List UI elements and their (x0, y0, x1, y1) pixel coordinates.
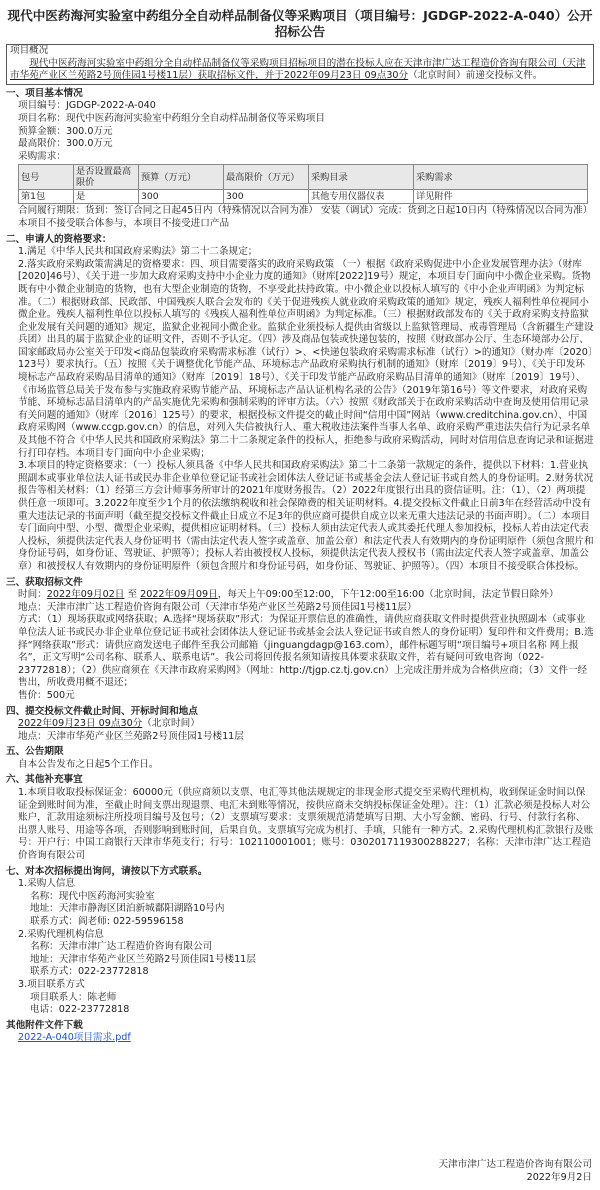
overview-text-b: （北京时间）前递交投标文件。 (408, 70, 543, 82)
document-time-start: 2022年09月02日 (46, 589, 125, 601)
procurement-table (18, 164, 588, 204)
col-header: 采购需求 (414, 165, 588, 190)
attachment-link[interactable]: 2022-A-040项目需求.pdf (18, 1032, 131, 1044)
table-cell: 详见附件 (414, 190, 588, 204)
deadline-time-value: 2022年09月23日 09点30分 (18, 718, 143, 730)
document-time-to: 至 (124, 589, 141, 601)
table-cell: 300 (139, 190, 224, 204)
page-title: 现代中医药海河实验室中药组分全自动样品制备仪等采购项目（项目编号：JGDGP-2022-A-040）公开招标公告 (7, 8, 593, 39)
document-price: 售价：500元 (18, 689, 75, 701)
section-6-heading: 六、其他补充事宜 (6, 774, 83, 786)
qualification-1: 1.满足《中华人民共和国政府采购法》第二十二条规定； (18, 246, 258, 258)
agent-phone: 联系方式：022-23772818 (30, 966, 149, 978)
signature-date: 2022年9月2日 (526, 1171, 592, 1183)
attachments-heading: 其他附件文件下载 (6, 1019, 83, 1031)
deadline-time (6, 718, 594, 731)
qualification-3: 3.本项目的特定资格要求：（一）投标人须具备《中华人民共和国政府采购法》第二十二条第一款规定的条件，提供以下材料：1.营业执照副本或事业单位法人证书或民办非企业单位登记证书或社会团体法人登记证书或基金会法人登记证书或自然人的身份证明。2.财务状况报告等相关材料：（1）经第三方会计师事务所审计的2021年度财务报告。（2）2022年度银行出具的资信证明。注：（1）、（2）两项提供任意一项即可。3.2022年度至少1个月的依法缴纳税收和社会保障费的相关证明材料。4.提交投标文件截止日前3年在经营活动中没有重大违法记录的书面声明（截至提交投标文件截止日成立不足3年的供应商可提供自成立以来无重大违法记录的书面声明）。（二）本项目专门面向中型、小型、微型企业采购，提供相应证明材料。（三）投标人须由法定代表人或其委托代理人参加投标，投标人若由法定代表人投标，须提供法定代表人身份证明书（需由法定代表人签字或盖章、加盖公章）和法定代表人有效期内的身份证明原件（须包含照片和身份证号码，如身份证、驾驶证、护照等）；投标人若由被授权人投标，须提供法定代表人授权书（需由法定代表人签字或盖章、加盖公章）和被授权人有效期内的身份证明原件（须包含照片和身份证号码，如身份证、驾驶证、护照等）。（四）本项目不接受联合体投标。 (18, 460, 594, 572)
demand-label: 采购需求： (18, 150, 66, 162)
overview-label: 项目概况 (10, 45, 49, 56)
table-cell: 其他专用仪器仪表 (309, 190, 414, 204)
section-7-heading: 七、对本次招标提出询问，请按以下方式联系。 (6, 865, 208, 877)
buyer-heading: 1.采购人信息 (18, 878, 76, 890)
agent-address: 地址：天津市华苑产业区兰苑路2号顶佳园1号楼11层 (30, 953, 256, 965)
overview-text (10, 58, 590, 83)
document-time-end: 2022年09月09日 (140, 589, 218, 601)
deadline-place: 地点：天津市华苑产业区兰苑路2号顶佳园1号楼11层 (18, 730, 244, 742)
signature-block (439, 1159, 593, 1184)
contact-heading: 3.项目联系方式 (18, 978, 85, 990)
section-2-heading: 二、申请人的资格要求： (6, 233, 112, 245)
notice-period: 自本公告发布之日起5个工作日。 (18, 758, 159, 770)
agent-name: 名称：天津市津广达工程造价咨询有限公司 (30, 941, 213, 953)
section-5-heading: 五、公告期限 (6, 746, 64, 758)
overview-text-a: 现代中医药海河实验室中药组分全自动样品制备仪等采购项目招标项目的潜在投标人应在天津市津广达工程造价咨询有限公司（天津市华苑产业区兰苑路2号顶佳园1号楼11层）获取招标文件，并于 (10, 57, 586, 82)
table-row (19, 190, 588, 204)
document-time-hours: ，每天上午09:00至12:00，下午12:00至16:00（北京时间，法定节假日除外） (217, 589, 559, 601)
section-3-heading: 三、获取招标文件 (6, 576, 83, 588)
supplementary-text: 1.本项目收取投标保证金：60000元（供应商须以支票、电汇等其他法规规定的非现金形式提交至采购代理机构，收到保证金时间以保证金到账时间为准，至截止时间支票出现退票、电汇未到账等情况，按供应商未交纳投标保证金处理）。注：（1）汇款必须是投标人对公账户，汇款用途须标注所投项目编号及包号；（2）支票填写要求：支票须规范清楚填写日期、大小写金额、密码、行号、付款行名称、出票人账号、用途等各项，否则影响到账时间，后果自负。支票填写完成为机打、手填，只能有一种方式。2.采购代理机构汇款银行及账号：开户行：中国工商银行天津市华苑支行；行号：102110001001；账号：0302017119300288227；名称：天津市津广达工程造价咨询有限公司 (18, 787, 594, 862)
document-time (6, 589, 594, 602)
project-name: 项目名称：现代中医药海河实验室中药组分全自动样品制备仪等采购项目 (18, 112, 325, 124)
budget: 预算金额：300.0万元 (18, 125, 113, 137)
table-cell: 第1包 (19, 190, 74, 204)
table-cell: 是 (74, 190, 139, 204)
section-1-heading: 一、项目基本情况 (6, 87, 83, 99)
qualification-2: 2.落实政府采购政策需满足的资格要求：四、项目需要落实的政府采购政策 （一）根据《政府采购促进中小企业发展管理办法》（财库[2020]46号）、《关于进一步加大政府采购支持中小企业力度的通知》（财库[2022]19号）规定，本项目专门面向中小微企业采购。货物既有中小微企业制造的货物，也有大型企业制造的货物，不享受此扶持政策。中小微企业以投标人填写的《中小企业声明函》为判定标准。（二）根据财政部、民政部、中国残疾人联合会发布的《关于促进残疾人就业政府采购政策的通知》规定，残疾人福利性单位视同小微企业。残疾人福利性单位以投标人填写的《残疾人福利性单位声明函》为判定标准。（三）根据财政部发布的《关于政府采购支持监狱企业发展有关问题的通知》规定，监狱企业视同小微企业。监狱企业须投标人提供由省级以上监狱管理局、戒毒管理局（含新疆生产建设兵团）出具的属于监狱企业的证明文件，否则不予认定。（四）涉及商品包装或快递包装的，按照《财政部办公厅、生态环境部办公厅、国家邮政局办公室关于印发<商品包装政府采购需求标准（试行）>、<快递包装政府采购需求标准（试行）>的通知》（财办库〔2020〕123号）要求执行。（五）按照《关于调整优化节能产品、环境标志产品政府采购执行机制的通知》（财库〔2019〕9号）、《关于印发环境标志产品政府采购品目清单的通知》（财库〔2019〕18号）、《关于印发节能产品政府采购品目清单的通知》（财库〔2019〕19号）、《市场监管总局关于发布参与实施政府采购节能产品、环境标志产品认证机构名录的公告》（2019年第16号）等文件要求，对政府采购节能、环境标志品目清单内的产品实施优先采购和强制采购的评审方法。（六）按照《财政部关于在政府采购活动中查询及使用信用记录有关问题的通知》（财库〔2016〕125号）的要求，根据投标文件提交的截止时间“信用中国”网站（www.creditchina.gov.cn）、中国政府采购网（www.ccgp.gov.cn）的信息，对列入失信被执行人、重大税收违法案件当事人名单、政府采购严重违法失信行为记录名单及其他不符合《中华人民共和国政府采购法》第二十二条规定条件的投标人，拒绝参与政府采购活动，同时对信用信息查询记录和证据进行打印存档。本项目专门面向中小企业采购； (18, 258, 594, 459)
consortium-note: 本项目不接受联合体参与，本项目不接受进口产品 (18, 217, 230, 229)
col-header: 预算（万元） (139, 165, 224, 190)
contact-phone: 电话：022-23772818 (30, 1004, 130, 1016)
table-header-row (19, 165, 588, 190)
col-header: 包号 (19, 165, 74, 190)
document-place: 地点：天津市津广达工程造价咨询有限公司（天津市华苑产业区兰苑路2号顶佳园1号楼11层） (18, 601, 417, 613)
project-overview-box (6, 44, 594, 85)
document-method: 方式：（1）现场获取或网络获取；A.选择“现场获取”形式：为保证开票信息的准确性，请供应商获取文件时提供营业执照副本（或事业单位法人证书或民办非企业单位登记证书或社会团体法人登记证书或基金会法人登记证书或自然人的身份证明）复印件和文件费用；B.选择“网络获取”形式：请供应商发送电子邮件至我公司邮箱（jinguangdagp@163.com），邮件标题写明“项目编号+项目名称 网上报名”，正文写明“公司名称、联系人、联系电话”。我公司将回传报名须知请按具体要求获取文件，若有疑问可致电咨询（022-23772818）；（2）供应商须在《天津市政府采购网》（网址：http://tjgp.cz.tj.gov.cn）上完成注册并成为合格供应商；（3）文件一经售出，所收费用概不退还； (18, 614, 594, 689)
agent-heading: 2.采购代理机构信息 (18, 928, 104, 940)
document-time-label: 时间： (18, 589, 47, 601)
contact-name: 项目联系人：陈老师 (30, 991, 117, 1003)
project-code: 项目编号：JGDGP-2022-A-040 (18, 100, 156, 112)
section-4-heading: 四、提交投标文件截止时间、开标时间和地点 (6, 705, 198, 717)
col-header: 是否设置最高限价 (74, 165, 139, 190)
contract-period: 合同履行期限：货到：签订合同之日起45日内（特殊情况以合同为准） 安装（调试）完成：货到之日起10日内（特殊情况以合同为准） (18, 205, 593, 217)
buyer-name: 名称：现代中医药海河实验室 (30, 890, 155, 902)
deadline-time-zone: （北京时间） (142, 718, 200, 730)
max-price: 最高限价：300.0万元 (18, 138, 113, 150)
col-header: 最高限价（万元） (224, 165, 309, 190)
overview-deadline: 2022年09月23日 09点30分 (283, 70, 409, 82)
buyer-address: 地址：天津市静海区团泊新城鄱阳湖路10号内 (30, 903, 225, 915)
attachment-item (6, 1032, 594, 1045)
table-cell: 300 (224, 190, 309, 204)
signature-org: 天津市津广达工程造价咨询有限公司 (438, 1159, 592, 1170)
buyer-phone: 联系方式：阎老师: 022-59596158 (30, 916, 184, 927)
col-header: 采购目录 (309, 165, 414, 190)
